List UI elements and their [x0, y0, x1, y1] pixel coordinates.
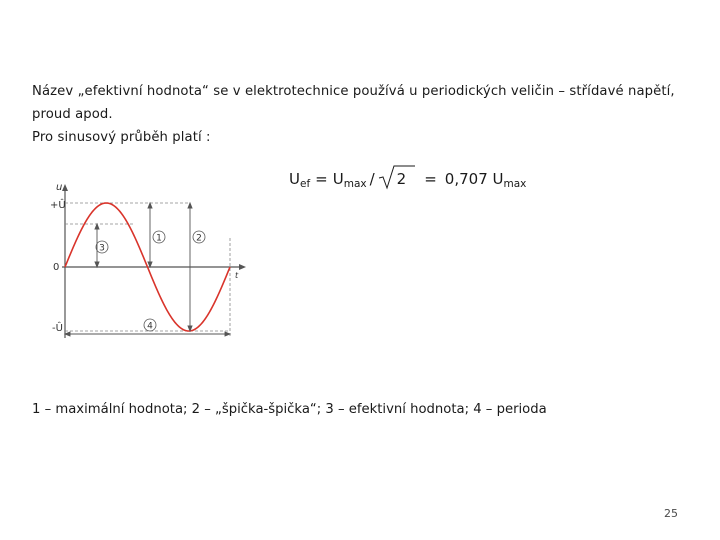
sine-wave-diagram — [40, 178, 250, 343]
legend-text: 1 – maximální hodnota; 2 – „špička-špička“; 3 – efektivní hodnota; 4 – perioda — [32, 402, 547, 417]
rms-arrow-head-top-icon — [95, 224, 99, 229]
sqrt-sign-icon — [377, 164, 417, 190]
formula-value-text: 0,707 U — [444, 170, 504, 188]
period-arrow-head-left-icon — [65, 332, 70, 336]
intro-line-3: Pro sinusový průběh platí : — [32, 130, 211, 145]
peak-peak-arrow-head-top-icon — [188, 203, 192, 208]
marker-3-label: 3 — [99, 243, 105, 254]
minus-peak-label: -Û — [52, 323, 63, 334]
marker-2-label: 2 — [196, 233, 202, 244]
marker-1 — [153, 231, 165, 244]
formula-equals: = — [315, 170, 328, 188]
intro-line-1: Název „efektivní hodnota“ se v elektrotechnice používá u periodických veličin – střídavé napětí, — [32, 84, 675, 99]
marker-1-label: 1 — [156, 233, 162, 244]
formula-lhs-symbol: U — [289, 170, 300, 188]
formula-sqrt-argument: 2 — [396, 170, 407, 188]
intro-text — [32, 80, 692, 149]
x-axis-arrow-icon — [239, 264, 246, 270]
page-number: 25 — [664, 507, 678, 520]
formula-value — [445, 170, 527, 190]
marker-2 — [193, 231, 205, 244]
formula-umax — [333, 170, 367, 190]
dimension-arrows — [65, 203, 230, 336]
plus-peak-label: +Û — [50, 200, 66, 211]
y-axis-arrow-icon — [62, 184, 68, 191]
marker-4 — [144, 319, 156, 332]
formula-umax-symbol: U — [332, 170, 344, 188]
marker-4-label: 4 — [147, 321, 153, 332]
formula-lhs-subscript: ef — [299, 178, 311, 190]
formula-sqrt — [379, 170, 411, 188]
zero-label: 0 — [53, 262, 60, 273]
period-arrow-head-right-icon — [225, 332, 230, 336]
marker-3 — [96, 241, 108, 254]
max-arrow-head-top-icon — [148, 203, 152, 208]
intro-line-2: proud apod. — [32, 107, 113, 122]
formula-umax-subscript: max — [343, 178, 367, 190]
formula-equals-2: = — [424, 170, 437, 188]
rms-arrow-head-bottom-icon — [95, 262, 99, 267]
axis-y-label: u — [56, 182, 63, 193]
formula-value-subscript: max — [503, 178, 527, 190]
max-arrow-head-bottom-icon — [148, 262, 152, 267]
formula-slash: / — [369, 170, 375, 188]
formula-lhs — [289, 170, 310, 190]
axis-x-label: t — [235, 271, 239, 280]
rms-formula — [289, 170, 526, 190]
